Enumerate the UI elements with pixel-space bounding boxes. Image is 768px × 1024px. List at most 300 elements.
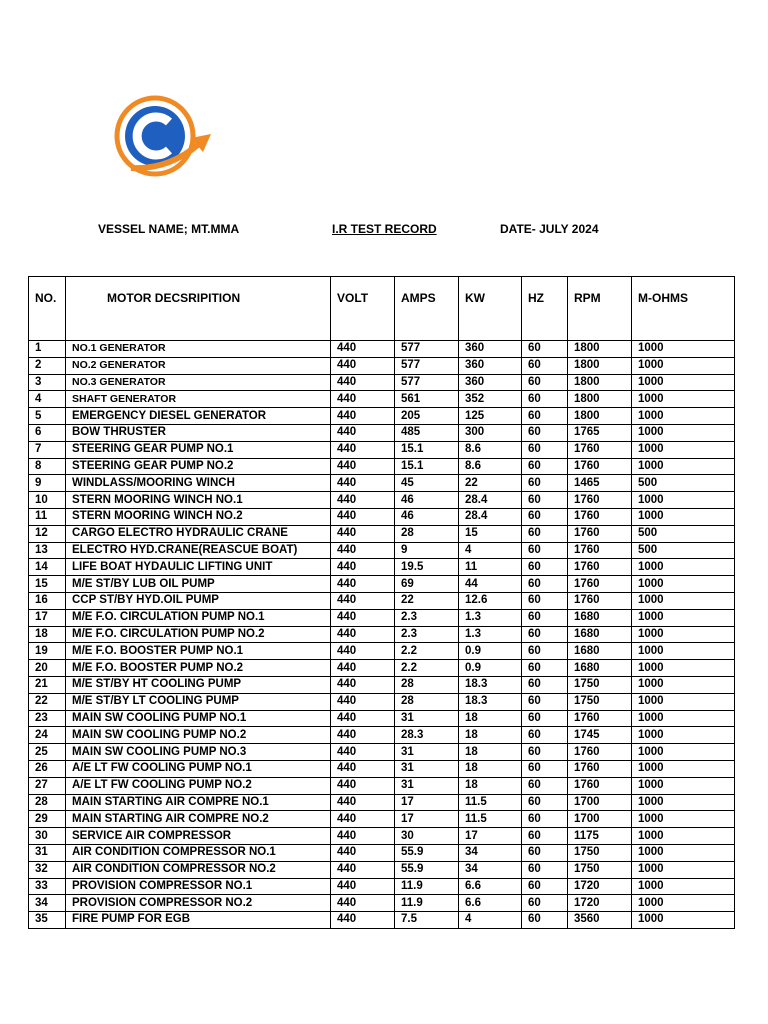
table-row [29, 458, 735, 475]
cell-mohms: 500 [632, 542, 735, 559]
cell-volt: 440 [331, 710, 395, 727]
table-row [29, 660, 735, 677]
cell-mohms: 1000 [632, 391, 735, 408]
cell-volt: 440 [331, 626, 395, 643]
cell-rpm: 1680 [568, 626, 632, 643]
ir-test-table [28, 276, 735, 929]
table-row [29, 828, 735, 845]
cell-hz: 60 [522, 357, 568, 374]
cell-volt: 440 [331, 391, 395, 408]
cell-hz: 60 [522, 508, 568, 525]
cell-amps: 7.5 [395, 912, 459, 929]
cell-description: M/E ST/BY HT COOLING PUMP [66, 676, 331, 693]
cell-no: 31 [29, 844, 66, 861]
col-header-kw: KW [459, 277, 522, 341]
cell-hz: 60 [522, 861, 568, 878]
cell-rpm: 1800 [568, 408, 632, 425]
cell-kw: 360 [459, 357, 522, 374]
cell-amps: 45 [395, 475, 459, 492]
cell-amps: 11.9 [395, 878, 459, 895]
cell-hz: 60 [522, 341, 568, 358]
cell-hz: 60 [522, 559, 568, 576]
cell-mohms: 1000 [632, 794, 735, 811]
cell-rpm: 1760 [568, 744, 632, 761]
cell-rpm: 1800 [568, 357, 632, 374]
cell-volt: 440 [331, 559, 395, 576]
cell-kw: 1.3 [459, 626, 522, 643]
cell-description: CARGO ELECTRO HYDRAULIC CRANE [66, 525, 331, 542]
cell-rpm: 1760 [568, 525, 632, 542]
cell-mohms: 1000 [632, 374, 735, 391]
cell-kw: 11.5 [459, 794, 522, 811]
cell-hz: 60 [522, 744, 568, 761]
cell-kw: 0.9 [459, 643, 522, 660]
cell-no: 27 [29, 777, 66, 794]
cell-description: STEERING GEAR PUMP NO.2 [66, 458, 331, 475]
cell-rpm: 1700 [568, 811, 632, 828]
table-row [29, 693, 735, 710]
cell-volt: 440 [331, 744, 395, 761]
cell-no: 35 [29, 912, 66, 929]
cell-mohms: 1000 [632, 559, 735, 576]
cell-rpm: 1760 [568, 559, 632, 576]
cell-description: M/E F.O. BOOSTER PUMP NO.2 [66, 660, 331, 677]
cell-amps: 205 [395, 408, 459, 425]
cell-volt: 440 [331, 475, 395, 492]
cell-kw: 8.6 [459, 458, 522, 475]
cell-amps: 15.1 [395, 458, 459, 475]
cell-rpm: 1760 [568, 760, 632, 777]
cell-rpm: 1800 [568, 341, 632, 358]
cell-kw: 1.3 [459, 609, 522, 626]
cell-no: 30 [29, 828, 66, 845]
cell-hz: 60 [522, 475, 568, 492]
table-row [29, 777, 735, 794]
table-row [29, 912, 735, 929]
table-row [29, 508, 735, 525]
col-header-no: NO. [29, 277, 66, 341]
cell-hz: 60 [522, 626, 568, 643]
table-row [29, 576, 735, 593]
table-header-row [29, 277, 735, 341]
table-row [29, 391, 735, 408]
cell-volt: 440 [331, 408, 395, 425]
cell-mohms: 1000 [632, 424, 735, 441]
cell-no: 23 [29, 710, 66, 727]
cell-amps: 17 [395, 811, 459, 828]
table-row [29, 525, 735, 542]
col-header-volt: VOLT [331, 277, 395, 341]
cell-rpm: 3560 [568, 912, 632, 929]
cell-rpm: 1760 [568, 710, 632, 727]
cell-volt: 440 [331, 777, 395, 794]
cell-rpm: 1750 [568, 693, 632, 710]
cell-description: PROVISION COMPRESSOR NO.1 [66, 878, 331, 895]
cell-description: MAIN SW COOLING PUMP NO.2 [66, 727, 331, 744]
table-row [29, 374, 735, 391]
company-logo [113, 92, 213, 182]
table-row [29, 744, 735, 761]
cell-kw: 360 [459, 341, 522, 358]
cell-no: 1 [29, 341, 66, 358]
cell-mohms: 1000 [632, 861, 735, 878]
cell-kw: 44 [459, 576, 522, 593]
cell-kw: 18 [459, 760, 522, 777]
table-row [29, 408, 735, 425]
cell-mohms: 1000 [632, 626, 735, 643]
cell-volt: 440 [331, 492, 395, 509]
cell-mohms: 1000 [632, 744, 735, 761]
cell-rpm: 1680 [568, 660, 632, 677]
cell-description: MAIN STARTING AIR COMPRE NO.1 [66, 794, 331, 811]
cell-description: STERN MOORING WINCH NO.2 [66, 508, 331, 525]
col-header-amps: AMPS [395, 277, 459, 341]
cell-kw: 17 [459, 828, 522, 845]
cell-description: SERVICE AIR COMPRESSOR [66, 828, 331, 845]
col-header-description: MOTOR DECSRIPITION [66, 277, 331, 341]
cell-no: 8 [29, 458, 66, 475]
cell-hz: 60 [522, 609, 568, 626]
cell-mohms: 1000 [632, 660, 735, 677]
cell-no: 21 [29, 676, 66, 693]
table-row [29, 542, 735, 559]
cell-amps: 577 [395, 341, 459, 358]
cell-description: BOW THRUSTER [66, 424, 331, 441]
cell-description: CCP ST/BY HYD.OIL PUMP [66, 592, 331, 609]
cell-rpm: 1680 [568, 643, 632, 660]
cell-mohms: 1000 [632, 341, 735, 358]
cell-amps: 15.1 [395, 441, 459, 458]
table-row [29, 609, 735, 626]
cell-volt: 440 [331, 609, 395, 626]
cell-mohms: 500 [632, 525, 735, 542]
cell-volt: 440 [331, 508, 395, 525]
cell-kw: 18.3 [459, 676, 522, 693]
cell-hz: 60 [522, 643, 568, 660]
cell-volt: 440 [331, 878, 395, 895]
cell-hz: 60 [522, 828, 568, 845]
cell-amps: 561 [395, 391, 459, 408]
cell-description: AIR CONDITION COMPRESSOR NO.1 [66, 844, 331, 861]
cell-volt: 440 [331, 441, 395, 458]
cell-volt: 440 [331, 424, 395, 441]
cell-no: 7 [29, 441, 66, 458]
cell-hz: 60 [522, 895, 568, 912]
cell-volt: 440 [331, 357, 395, 374]
cell-mohms: 1000 [632, 710, 735, 727]
cell-amps: 31 [395, 760, 459, 777]
table-row [29, 441, 735, 458]
cell-hz: 60 [522, 878, 568, 895]
cell-hz: 60 [522, 777, 568, 794]
cell-no: 11 [29, 508, 66, 525]
cell-amps: 28 [395, 693, 459, 710]
cell-mohms: 1000 [632, 609, 735, 626]
col-header-rpm: RPM [568, 277, 632, 341]
record-date: DATE- JULY 2024 [500, 222, 599, 236]
table-row [29, 559, 735, 576]
cell-amps: 485 [395, 424, 459, 441]
cell-mohms: 1000 [632, 441, 735, 458]
cell-kw: 125 [459, 408, 522, 425]
cell-mohms: 1000 [632, 844, 735, 861]
table-row [29, 341, 735, 358]
vessel-name: VESSEL NAME; MT.MMA [98, 222, 240, 236]
cell-no: 6 [29, 424, 66, 441]
cell-hz: 60 [522, 660, 568, 677]
cell-hz: 60 [522, 760, 568, 777]
cell-mohms: 1000 [632, 676, 735, 693]
cell-amps: 17 [395, 794, 459, 811]
cell-amps: 31 [395, 777, 459, 794]
cell-kw: 18 [459, 710, 522, 727]
cell-amps: 30 [395, 828, 459, 845]
cell-hz: 60 [522, 424, 568, 441]
cell-amps: 46 [395, 492, 459, 509]
cell-rpm: 1720 [568, 878, 632, 895]
cell-kw: 360 [459, 374, 522, 391]
cell-rpm: 1760 [568, 542, 632, 559]
cell-mohms: 1000 [632, 760, 735, 777]
table-row [29, 676, 735, 693]
cell-description: ELECTRO HYD.CRANE(REASCUE BOAT) [66, 542, 331, 559]
cell-kw: 6.6 [459, 895, 522, 912]
cell-mohms: 1000 [632, 777, 735, 794]
cell-volt: 440 [331, 458, 395, 475]
cell-volt: 440 [331, 861, 395, 878]
cell-kw: 18 [459, 727, 522, 744]
cell-no: 14 [29, 559, 66, 576]
cell-kw: 15 [459, 525, 522, 542]
cell-rpm: 1750 [568, 861, 632, 878]
cell-volt: 440 [331, 794, 395, 811]
cell-mohms: 1000 [632, 408, 735, 425]
table-row [29, 592, 735, 609]
cell-description: M/E ST/BY LUB OIL PUMP [66, 576, 331, 593]
cell-mohms: 1000 [632, 643, 735, 660]
cell-mohms: 1000 [632, 458, 735, 475]
cell-kw: 34 [459, 844, 522, 861]
cell-rpm: 1760 [568, 777, 632, 794]
cell-kw: 8.6 [459, 441, 522, 458]
document-title: I.R TEST RECORD [332, 222, 437, 236]
table-row [29, 844, 735, 861]
cell-amps: 31 [395, 710, 459, 727]
cell-rpm: 1750 [568, 844, 632, 861]
cell-volt: 440 [331, 844, 395, 861]
cell-description: NO.3 GENERATOR [66, 374, 331, 391]
cell-description: STEERING GEAR PUMP NO.1 [66, 441, 331, 458]
cell-volt: 440 [331, 643, 395, 660]
cell-mohms: 1000 [632, 576, 735, 593]
cell-volt: 440 [331, 727, 395, 744]
cell-hz: 60 [522, 391, 568, 408]
cell-kw: 300 [459, 424, 522, 441]
cell-amps: 19.5 [395, 559, 459, 576]
cell-kw: 352 [459, 391, 522, 408]
cell-amps: 2.3 [395, 609, 459, 626]
cell-description: A/E LT FW COOLING PUMP NO.2 [66, 777, 331, 794]
cell-kw: 18 [459, 777, 522, 794]
cell-description: EMERGENCY DIESEL GENERATOR [66, 408, 331, 425]
table-row [29, 895, 735, 912]
cell-no: 26 [29, 760, 66, 777]
cell-hz: 60 [522, 542, 568, 559]
cell-amps: 28.3 [395, 727, 459, 744]
cell-rpm: 1760 [568, 458, 632, 475]
cell-no: 18 [29, 626, 66, 643]
cell-mohms: 1000 [632, 878, 735, 895]
cell-kw: 11.5 [459, 811, 522, 828]
cell-kw: 4 [459, 542, 522, 559]
cell-kw: 28.4 [459, 492, 522, 509]
cell-amps: 22 [395, 592, 459, 609]
cell-amps: 11.9 [395, 895, 459, 912]
cell-amps: 9 [395, 542, 459, 559]
cell-volt: 440 [331, 576, 395, 593]
cell-amps: 55.9 [395, 861, 459, 878]
table-row [29, 710, 735, 727]
cell-hz: 60 [522, 592, 568, 609]
cell-no: 3 [29, 374, 66, 391]
cell-rpm: 1700 [568, 794, 632, 811]
cell-hz: 60 [522, 458, 568, 475]
cell-amps: 46 [395, 508, 459, 525]
cell-rpm: 1760 [568, 441, 632, 458]
cell-description: AIR CONDITION COMPRESSOR NO.2 [66, 861, 331, 878]
cell-volt: 440 [331, 525, 395, 542]
table-row [29, 357, 735, 374]
cell-hz: 60 [522, 794, 568, 811]
cell-mohms: 1000 [632, 492, 735, 509]
cell-no: 9 [29, 475, 66, 492]
cell-kw: 22 [459, 475, 522, 492]
cell-hz: 60 [522, 492, 568, 509]
cell-mohms: 1000 [632, 357, 735, 374]
cell-rpm: 1800 [568, 374, 632, 391]
cell-no: 22 [29, 693, 66, 710]
cell-kw: 6.6 [459, 878, 522, 895]
cell-hz: 60 [522, 525, 568, 542]
cell-description: M/E F.O. CIRCULATION PUMP NO.2 [66, 626, 331, 643]
cell-rpm: 1680 [568, 609, 632, 626]
cell-volt: 440 [331, 760, 395, 777]
cell-no: 24 [29, 727, 66, 744]
cell-description: A/E LT FW COOLING PUMP NO.1 [66, 760, 331, 777]
cell-description: MAIN SW COOLING PUMP NO.3 [66, 744, 331, 761]
cell-hz: 60 [522, 676, 568, 693]
cell-description: NO.1 GENERATOR [66, 341, 331, 358]
cell-no: 25 [29, 744, 66, 761]
cell-description: WINDLASS/MOORING WINCH [66, 475, 331, 492]
cell-kw: 18 [459, 744, 522, 761]
cell-rpm: 1760 [568, 592, 632, 609]
cell-rpm: 1750 [568, 676, 632, 693]
table-row [29, 492, 735, 509]
cell-hz: 60 [522, 844, 568, 861]
cell-hz: 60 [522, 374, 568, 391]
cell-volt: 440 [331, 828, 395, 845]
cell-kw: 28.4 [459, 508, 522, 525]
table-row [29, 861, 735, 878]
cell-rpm: 1465 [568, 475, 632, 492]
table-row [29, 475, 735, 492]
cell-rpm: 1800 [568, 391, 632, 408]
cell-amps: 577 [395, 374, 459, 391]
cell-amps: 2.2 [395, 660, 459, 677]
cell-rpm: 1760 [568, 508, 632, 525]
cell-amps: 31 [395, 744, 459, 761]
cell-volt: 440 [331, 592, 395, 609]
cell-no: 20 [29, 660, 66, 677]
cell-kw: 4 [459, 912, 522, 929]
cell-kw: 34 [459, 861, 522, 878]
cell-volt: 440 [331, 374, 395, 391]
cell-no: 2 [29, 357, 66, 374]
cell-hz: 60 [522, 441, 568, 458]
cell-no: 13 [29, 542, 66, 559]
cell-no: 16 [29, 592, 66, 609]
cell-no: 12 [29, 525, 66, 542]
cell-description: MAIN STARTING AIR COMPRE NO.2 [66, 811, 331, 828]
cell-no: 32 [29, 861, 66, 878]
cell-no: 17 [29, 609, 66, 626]
col-header-hz: HZ [522, 277, 568, 341]
cell-hz: 60 [522, 727, 568, 744]
table-row [29, 878, 735, 895]
cell-amps: 577 [395, 357, 459, 374]
cell-amps: 55.9 [395, 844, 459, 861]
cell-description: MAIN SW COOLING PUMP NO.1 [66, 710, 331, 727]
cell-description: M/E F.O. CIRCULATION PUMP NO.1 [66, 609, 331, 626]
cell-no: 33 [29, 878, 66, 895]
cell-mohms: 1000 [632, 693, 735, 710]
cell-no: 10 [29, 492, 66, 509]
cell-no: 29 [29, 811, 66, 828]
cell-rpm: 1760 [568, 492, 632, 509]
cell-volt: 440 [331, 676, 395, 693]
cell-rpm: 1765 [568, 424, 632, 441]
table-row [29, 727, 735, 744]
cell-amps: 2.2 [395, 643, 459, 660]
cell-hz: 60 [522, 912, 568, 929]
cell-volt: 440 [331, 341, 395, 358]
cell-mohms: 1000 [632, 727, 735, 744]
table-row [29, 643, 735, 660]
cell-mohms: 1000 [632, 811, 735, 828]
table-row [29, 794, 735, 811]
cell-volt: 440 [331, 542, 395, 559]
cell-hz: 60 [522, 576, 568, 593]
cell-hz: 60 [522, 710, 568, 727]
cell-volt: 440 [331, 693, 395, 710]
cell-volt: 440 [331, 660, 395, 677]
cell-no: 19 [29, 643, 66, 660]
cell-mohms: 1000 [632, 592, 735, 609]
cell-rpm: 1745 [568, 727, 632, 744]
cell-kw: 0.9 [459, 660, 522, 677]
cell-hz: 60 [522, 408, 568, 425]
cell-description: LIFE BOAT HYDAULIC LIFTING UNIT [66, 559, 331, 576]
cell-amps: 28 [395, 676, 459, 693]
cell-description: M/E ST/BY LT COOLING PUMP [66, 693, 331, 710]
cell-mohms: 1000 [632, 912, 735, 929]
cell-description: STERN MOORING WINCH NO.1 [66, 492, 331, 509]
col-header-mohms: M-OHMS [632, 277, 735, 341]
cell-volt: 440 [331, 811, 395, 828]
cell-mohms: 1000 [632, 895, 735, 912]
cell-description: SHAFT GENERATOR [66, 391, 331, 408]
